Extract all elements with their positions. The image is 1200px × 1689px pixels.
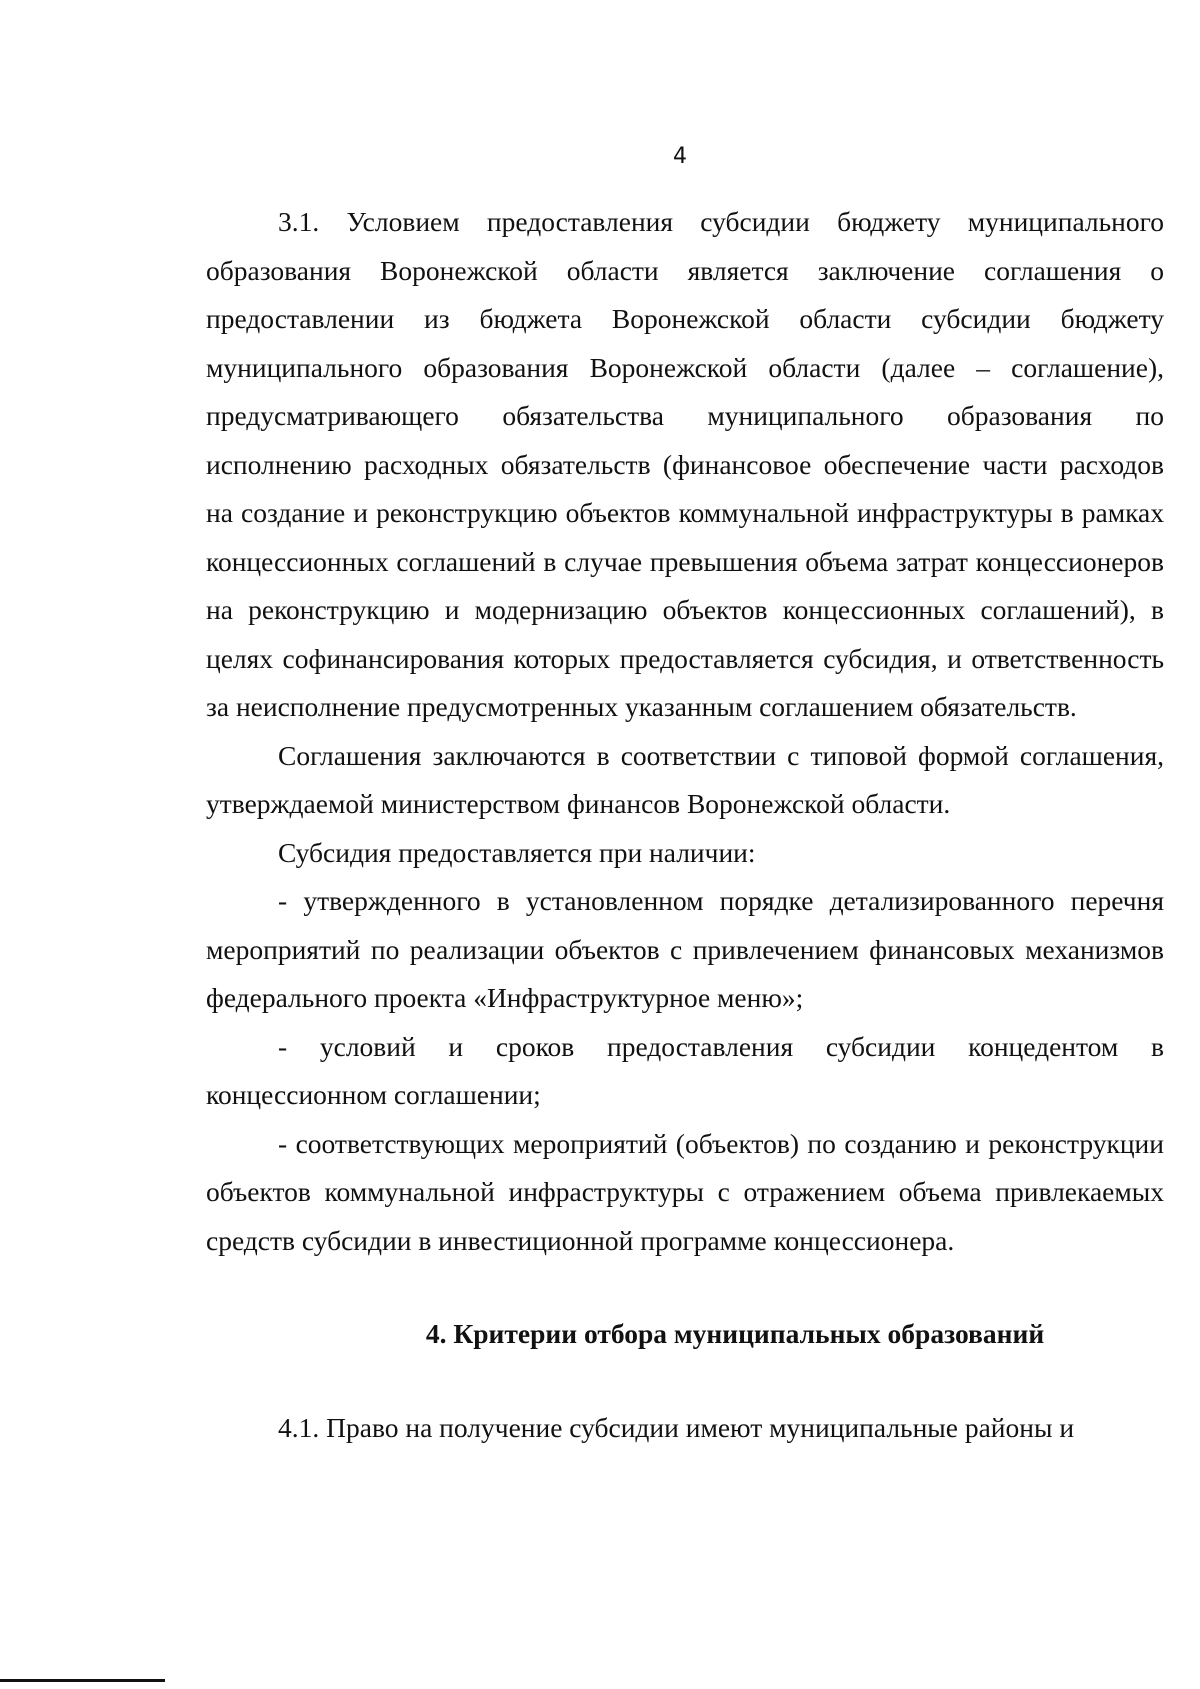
- paragraph-4-1: 4.1. Право на получение субсидии имеют муниципальные районы и: [278, 1411, 1075, 1443]
- list-item-terms: - условий и сроков предоставления субсидии концедентом в концессионном соглашении;: [206, 1030, 1164, 1110]
- footer-rule: [0, 1679, 165, 1682]
- paragraph-subsidy-conditions: Субсидия предоставляется при наличии:: [278, 836, 756, 868]
- list-item-approved-list: - утвержденного в установленном порядке детализированного перечня мероприятий по реализации объектов с привлечением финансовых механизмов федерального проекта «Инфраструктурное меню»;: [206, 885, 1164, 1013]
- paragraph-agreements: Соглашения заключаются в соответствии с типовой формой соглашения, утверждаемой министерством финансов Воронежской области.: [206, 739, 1164, 819]
- list-item-measures: - соответствующих мероприятий (объектов) по созданию и реконструкции объектов коммунальной инфраструктуры с отражением объема привлекаемых средств субсидии в инвестиционной программе концессионера.: [206, 1127, 1164, 1256]
- paragraph-3-1: 3.1. Условием предоставления субсидии бюджету муниципального образования Воронежской области является заключение соглашения о предоставлении из бюджета Воронежской области субсидии бюджету муниципального образования Воронежской области (далее – соглашение), предусматривающего обязательства муниципального образования по исполнению расходных обязательств (финансовое обеспечение части расходов на создание и реконструкцию объектов коммунальной инфраструктуры в рамках концессионных соглашений в случае превышения объема затрат концессионеров на реконструкцию и модернизацию объектов концессионных соглашений), в целях софинансирования которых предоставляется субсидия, и ответственность за неисполнение предусмотренных указанным соглашением обязательств.: [206, 206, 1164, 722]
- page-number: 4: [673, 144, 687, 169]
- document-body: [206, 198, 1164, 1452]
- section-heading: 4. Критерии отбора муниципальных образований: [425, 1318, 1045, 1349]
